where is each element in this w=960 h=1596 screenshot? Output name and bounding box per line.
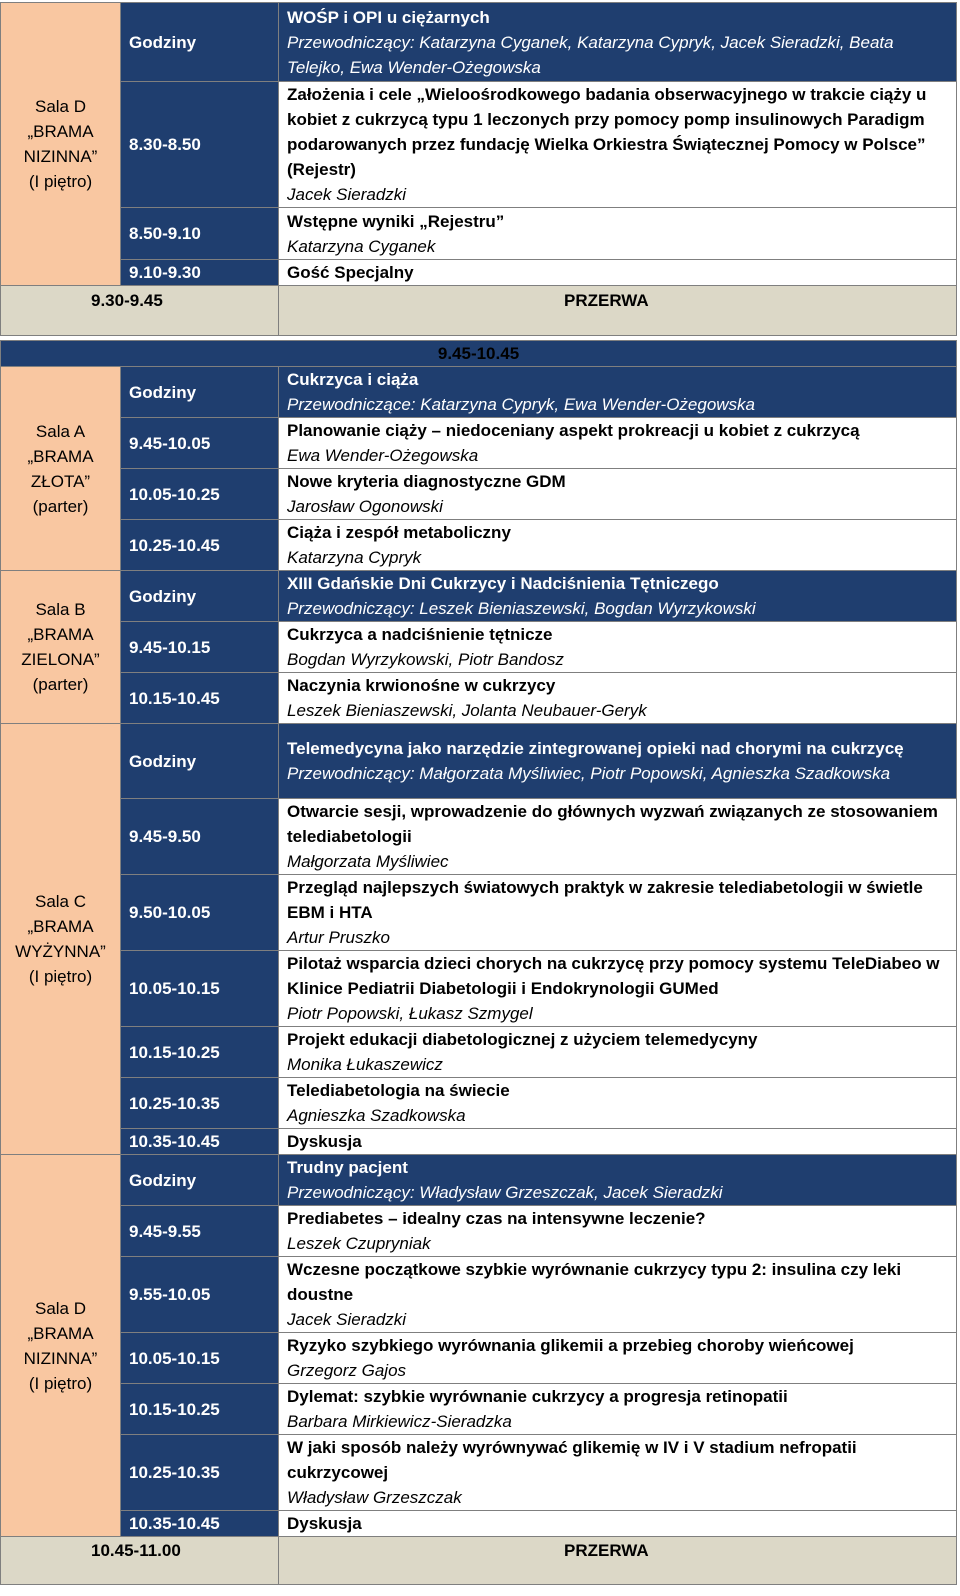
- session-chairs: Przewodniczący: Leszek Bieniaszewski, Bogdan Wyrzykowski: [287, 599, 756, 618]
- table-row: [1, 469, 957, 520]
- talk-title: Planowanie ciąży – niedoceniany aspekt prokreacji u kobiet z cukrzycą: [287, 421, 860, 440]
- room-name: Sala C: [34, 892, 87, 911]
- talk-cell: [279, 1078, 957, 1129]
- talk-cell: [279, 469, 957, 520]
- session-header: [279, 3, 957, 82]
- room-floor: (parter): [32, 675, 89, 694]
- table-row: [1, 1206, 957, 1257]
- time-cell: 9.45-9.55: [121, 1206, 279, 1257]
- session-chairs: Przewodniczący: Małgorzata Myśliwiec, Piotr Popowski, Agnieszka Szadkowska: [287, 764, 891, 783]
- table-row: [1, 673, 957, 724]
- talk-cell: [279, 673, 957, 724]
- talk-cell: [279, 260, 957, 286]
- break-label: PRZERWA: [279, 1537, 957, 1585]
- room-gate: „BRAMA: [27, 122, 94, 141]
- talk-speaker: Małgorzata Myśliwiec: [287, 852, 449, 871]
- room-gate-name: ZŁOTA”: [30, 471, 91, 491]
- talk-cell: [279, 1384, 957, 1435]
- header-row: [1, 341, 957, 367]
- talk-title: W jaki sposób należy wyrównywać glikemię w IV i V stadium nefropatii cukrzycowej: [287, 1438, 857, 1482]
- talk-speaker: Władysław Grzeszczak: [287, 1488, 462, 1507]
- break-label: PRZERWA: [279, 286, 957, 336]
- table-row: [1, 1027, 957, 1078]
- table-row: [1, 418, 957, 469]
- room-gate-name: NIZINNA”: [23, 147, 98, 166]
- session-header: [279, 724, 957, 799]
- room-cell: [1, 1155, 121, 1537]
- talk-cell: [279, 520, 957, 571]
- talk-cell: [279, 1206, 957, 1257]
- break-time: 10.45-11.00: [1, 1537, 279, 1585]
- room-floor: (I piętro): [28, 172, 93, 191]
- time-cell: 8.30-8.50: [121, 82, 279, 208]
- room-name: Sala B: [35, 600, 86, 619]
- talk-title: Założenia i cele „Wieloośrodkowego badania obserwacyjnego w trakcie ciąży u kobiet z cukrzycą typu 1 leczonych przy pomocy pomp insulinowych Paradigm podarowanych przez fundację Wielka Orkiestra Świątecznej Pomocy w Polsce” (Rejestr): [287, 85, 927, 179]
- session-header: [279, 1155, 957, 1206]
- talk-cell: [279, 1129, 957, 1155]
- talk-speaker: Ewa Wender-Ożegowska: [287, 446, 479, 465]
- talk-cell: [279, 875, 957, 951]
- room-cell: [1, 3, 121, 286]
- table-row: [1, 3, 957, 82]
- session-chairs: Przewodniczące: Katarzyna Cypryk, Ewa Wender-Ożegowska: [287, 395, 756, 414]
- room-cell: [1, 724, 121, 1155]
- talk-title: Przegląd najlepszych światowych praktyk w zakresie telediabetologii w świetle EBM i HTA: [287, 878, 923, 922]
- time-cell: 10.35-10.45: [121, 1511, 279, 1537]
- talk-title: Dyskusja: [287, 1514, 362, 1533]
- time-cell: 9.55-10.05: [121, 1257, 279, 1333]
- talk-speaker: Piotr Popowski, Łukasz Szmygel: [287, 1004, 533, 1023]
- schedule-table-bottom: [0, 340, 957, 1585]
- room-floor: (parter): [32, 496, 89, 516]
- table-row: [1, 520, 957, 571]
- talk-speaker: Katarzyna Cypryk: [287, 548, 422, 567]
- talk-cell: [279, 1435, 957, 1511]
- table-row: [1, 1435, 957, 1511]
- table-row: [1, 1257, 957, 1333]
- time-cell: 10.05-10.15: [121, 1333, 279, 1384]
- table-row: [1, 1511, 957, 1537]
- time-cell: Godziny: [121, 724, 279, 799]
- time-cell: 10.25-10.35: [121, 1078, 279, 1129]
- talk-speaker: Leszek Czupryniak: [287, 1234, 431, 1253]
- talk-cell: [279, 799, 957, 875]
- talk-cell: [279, 1511, 957, 1537]
- schedule-table-top: [0, 2, 957, 336]
- talk-title: Wstępne wyniki „Rejestru”: [287, 211, 505, 231]
- talk-speaker: Jarosław Ogonowski: [287, 497, 443, 516]
- room-gate: „BRAMA: [27, 1323, 94, 1343]
- talk-cell: [279, 1333, 957, 1384]
- time-cell: 8.50-9.10: [121, 208, 279, 260]
- block-time-header: 9.45-10.45: [1, 341, 957, 367]
- time-cell: 10.15-10.45: [121, 673, 279, 724]
- talk-title: Pilotaż wsparcia dzieci chorych na cukrzycę przy pomocy systemu TeleDiabeo w Klinice Pediatrii Diabetologii i Endokrynologii GUMed: [287, 954, 940, 998]
- table-row: [1, 951, 957, 1027]
- table-row: [1, 622, 957, 673]
- talk-title: Otwarcie sesji, wprowadzenie do głównych wyzwań związanych ze stosowaniem telediabetologii: [287, 802, 938, 846]
- talk-title: Gość Specjalny: [287, 263, 414, 282]
- room-cell: [1, 367, 121, 571]
- session-title: Trudny pacjent: [287, 1158, 408, 1177]
- break-row: [1, 1537, 957, 1585]
- table-row: [1, 1129, 957, 1155]
- break-row: [1, 286, 957, 336]
- talk-speaker: Barbara Mirkiewicz-Sieradzka: [287, 1412, 512, 1431]
- time-cell: 10.15-10.25: [121, 1027, 279, 1078]
- talk-title: Prediabetes – idealny czas na intensywne leczenie?: [287, 1209, 706, 1228]
- talk-cell: [279, 82, 957, 208]
- room-gate: „BRAMA: [27, 625, 94, 644]
- session-title: Cukrzyca i ciąża: [287, 370, 419, 389]
- talk-title: Wczesne początkowe szybkie wyrównanie cukrzycy typu 2: insulina czy leki doustne: [287, 1260, 902, 1304]
- table-row: [1, 1384, 957, 1435]
- talk-title: Nowe kryteria diagnostyczne GDM: [287, 472, 566, 491]
- session-header: [279, 367, 957, 418]
- room-name: Sala D: [34, 97, 87, 116]
- talk-title: Projekt edukacji diabetologicznej z użyciem telemedycyny: [287, 1030, 758, 1049]
- time-cell: 9.45-9.50: [121, 799, 279, 875]
- talk-title: Telediabetologia na świecie: [287, 1081, 510, 1100]
- table-row: [1, 82, 957, 208]
- time-cell: Godziny: [121, 367, 279, 418]
- talk-speaker: Artur Pruszko: [287, 928, 390, 947]
- session-title: Telemedycyna jako narzędzie zintegrowanej opieki nad chorymi na cukrzycę: [287, 739, 904, 758]
- session-title: WOŚP i OPI u ciężarnych: [287, 7, 490, 27]
- talk-speaker: Jacek Sieradzki: [287, 185, 407, 204]
- talk-speaker: Bogdan Wyrzykowski, Piotr Bandosz: [287, 650, 564, 669]
- time-cell: 9.45-10.15: [121, 622, 279, 673]
- room-floor: (I piętro): [28, 1373, 93, 1393]
- time-cell: Godziny: [121, 1155, 279, 1206]
- table-row: [1, 260, 957, 286]
- room-name: Sala D: [34, 1298, 87, 1318]
- table-row: [1, 208, 957, 260]
- session-title: XIII Gdańskie Dni Cukrzycy i Nadciśnienia Tętniczego: [287, 574, 719, 593]
- room-gate-name: NIZINNA”: [23, 1348, 98, 1368]
- talk-title: Naczynia krwionośne w cukrzycy: [287, 676, 556, 695]
- talk-title: Cukrzyca a nadciśnienie tętnicze: [287, 625, 553, 644]
- room-gate: „BRAMA: [27, 917, 94, 936]
- break-time: 9.30-9.45: [1, 286, 279, 336]
- time-cell: 9.10-9.30: [121, 260, 279, 286]
- session-header: [279, 571, 957, 622]
- time-cell: 10.15-10.25: [121, 1384, 279, 1435]
- table-row: [1, 1155, 957, 1206]
- table-row: [1, 367, 957, 418]
- table-row: [1, 724, 957, 799]
- talk-speaker: Agnieszka Szadkowska: [287, 1106, 466, 1125]
- time-cell: Godziny: [121, 571, 279, 622]
- room-cell: [1, 571, 121, 724]
- talk-speaker: Leszek Bieniaszewski, Jolanta Neubauer-Geryk: [287, 701, 647, 720]
- table-row: [1, 1333, 957, 1384]
- room-gate: „BRAMA: [27, 446, 94, 466]
- talk-title: Dyskusja: [287, 1132, 362, 1151]
- session-chairs: Przewodniczący: Katarzyna Cyganek, Katarzyna Cypryk, Jacek Sieradzki, Beata Telejko, Ewa Wender-Ożegowska: [287, 32, 894, 77]
- time-cell: 9.50-10.05: [121, 875, 279, 951]
- talk-title: Dylemat: szybkie wyrównanie cukrzycy a progresja retinopatii: [287, 1387, 788, 1406]
- room-floor: (I piętro): [28, 967, 93, 986]
- session-chairs: Przewodniczący: Władysław Grzeszczak, Jacek Sieradzki: [287, 1183, 723, 1202]
- room-name: Sala A: [35, 421, 86, 441]
- time-cell: 10.05-10.15: [121, 951, 279, 1027]
- table-row: [1, 875, 957, 951]
- talk-title: Ryzyko szybkiego wyrównania glikemii a przebieg choroby wieńcowej: [287, 1336, 854, 1355]
- talk-speaker: Monika Łukaszewicz: [287, 1055, 443, 1074]
- room-gate-name: ZIELONA”: [21, 650, 100, 669]
- talk-cell: [279, 622, 957, 673]
- talk-cell: [279, 951, 957, 1027]
- room-gate-name: WYŻYNNA”: [15, 942, 106, 961]
- time-cell: Godziny: [121, 3, 279, 82]
- talk-cell: [279, 1027, 957, 1078]
- time-cell: 9.45-10.05: [121, 418, 279, 469]
- table-row: [1, 571, 957, 622]
- table-row: [1, 1078, 957, 1129]
- talk-speaker: Katarzyna Cyganek: [287, 236, 436, 256]
- time-cell: 10.35-10.45: [121, 1129, 279, 1155]
- time-cell: 10.05-10.25: [121, 469, 279, 520]
- talk-cell: [279, 1257, 957, 1333]
- time-cell: 10.25-10.45: [121, 520, 279, 571]
- talk-speaker: Jacek Sieradzki: [287, 1310, 407, 1329]
- talk-cell: [279, 208, 957, 260]
- table-row: [1, 799, 957, 875]
- time-cell: 10.25-10.35: [121, 1435, 279, 1511]
- talk-speaker: Grzegorz Gajos: [287, 1361, 407, 1380]
- talk-title: Ciąża i zespół metaboliczny: [287, 523, 511, 542]
- talk-cell: [279, 418, 957, 469]
